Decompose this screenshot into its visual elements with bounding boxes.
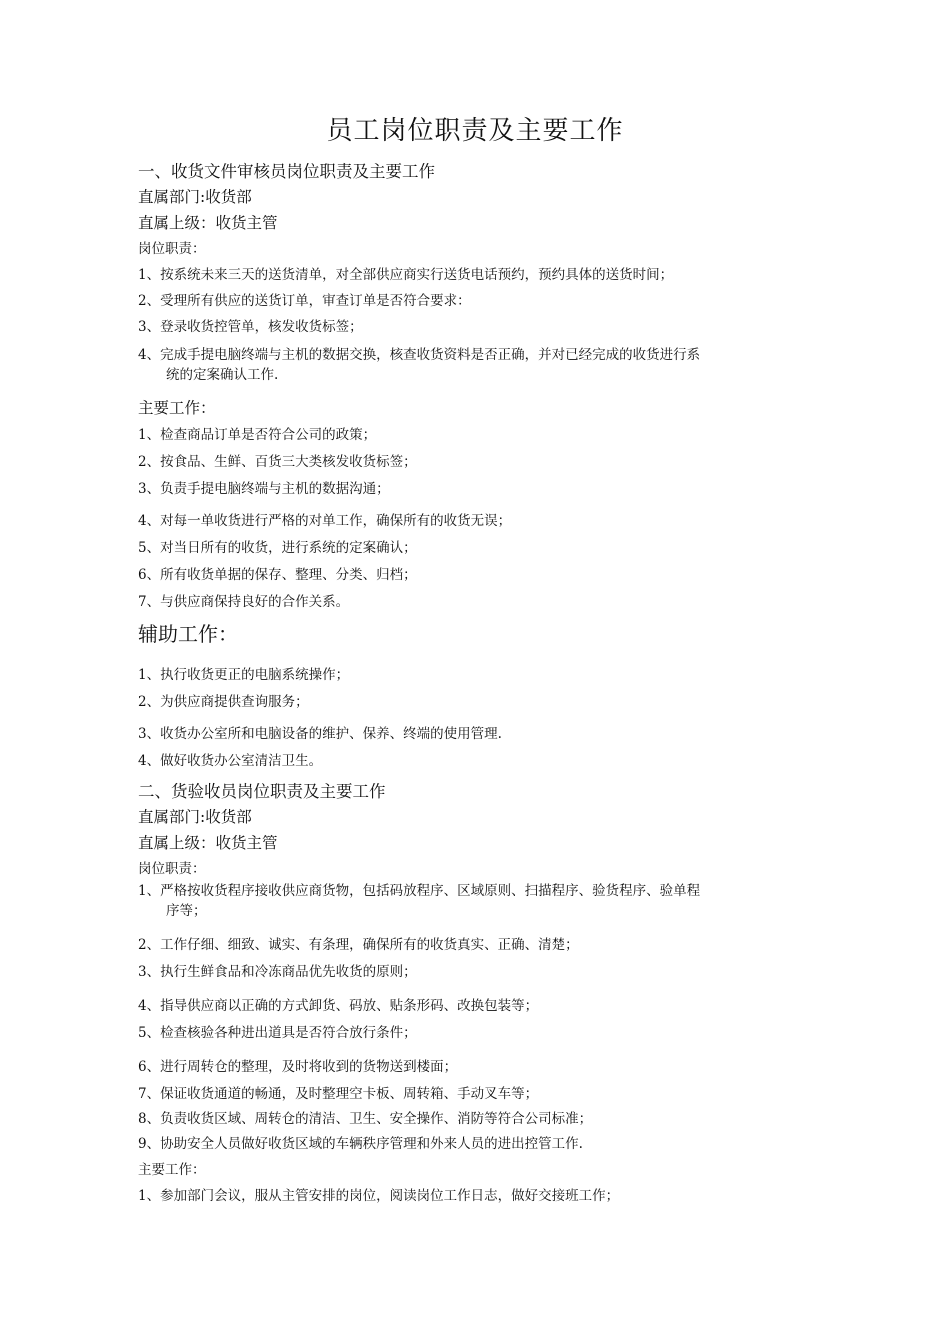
duty-line: 4、完成手提电脑终端与主机的数据交换，核查收货资料是否正确，并对已经完成的收货进行系	[138, 347, 701, 363]
section1-aux-item: 3、收货办公室所和电脑设备的维护、保养、终端的使用管理.	[138, 726, 502, 742]
duty-line-continued: 序等；	[166, 903, 207, 919]
section2-duty-item: 8、负责收货区域、周转仓的清洁、卫生、安全操作、消防等符合公司标准；	[138, 1111, 593, 1127]
section1-main-item: 5、对当日所有的收货，进行系统的定案确认；	[138, 540, 417, 556]
section1-main-label: 主要工作：	[138, 399, 216, 417]
section2-department: 直属部门:收货部	[138, 808, 252, 826]
section1-main-item: 3、负责手提电脑终端与主机的数据沟通；	[138, 481, 390, 497]
section1-duties-label: 岗位职责：	[138, 241, 206, 257]
section2-superior: 直属上级：收货主管	[138, 834, 278, 852]
section1-duty-item	[138, 345, 808, 385]
section2-duty-item: 9、协助安全人员做好收货区域的车辆秩序管理和外来人员的进出控管工作.	[138, 1136, 583, 1152]
section2-duty-item: 3、执行生鲜食品和冷冻商品优先收货的原则；	[138, 964, 417, 980]
section1-aux-item: 1、执行收货更正的电脑系统操作；	[138, 667, 350, 683]
section1-main-item: 4、对每一单收货进行严格的对单工作，确保所有的收货无误；	[138, 513, 512, 529]
section2-main-label: 主要工作：	[138, 1162, 206, 1178]
section2-duties-label: 岗位职责：	[138, 861, 206, 877]
section1-aux-item: 4、做好收货办公室清洁卫生。	[138, 753, 323, 769]
section1-department: 直属部门:收货部	[138, 188, 252, 206]
section2-main-item: 1、参加部门会议，服从主管安排的岗位，阅读岗位工作日志，做好交接班工作；	[138, 1188, 620, 1204]
section1-main-item: 7、与供应商保持良好的合作关系。	[138, 594, 350, 610]
section1-main-item: 1、检查商品订单是否符合公司的政策；	[138, 427, 377, 443]
section1-superior: 直属上级：收货主管	[138, 214, 278, 232]
section1-aux-label: 辅助工作：	[138, 622, 238, 646]
section1-duty-item: 1、按系统未来三天的送货清单，对全部供应商实行送货电话预约，预约具体的送货时间；	[138, 267, 674, 283]
section2-duty-item: 6、进行周转仓的整理，及时将收到的货物送到楼面；	[138, 1059, 458, 1075]
section1-duty-item: 2、受理所有供应的送货订单，审查订单是否符合要求：	[138, 293, 471, 309]
duty-line: 1、严格按收货程序接收供应商货物，包括码放程序、区域原则、扫描程序、验货程序、验单程	[138, 883, 701, 899]
section1-main-item: 2、按食品、生鲜、百货三大类核发收货标签；	[138, 454, 417, 470]
section2-duty-item: 5、检查核验各种进出道具是否符合放行条件；	[138, 1025, 417, 1041]
section1-main-item: 6、所有收货单据的保存、整理、分类、归档；	[138, 567, 417, 583]
section2-duty-item: 7、保证收货通道的畅通，及时整理空卡板、周转箱、手动叉车等；	[138, 1086, 539, 1102]
section2-duty-item: 2、工作仔细、细致、诚实、有条理，确保所有的收货真实、正确、清楚；	[138, 937, 579, 953]
section2-duty-item	[138, 881, 808, 921]
section2-duty-item: 4、指导供应商以正确的方式卸货、码放、贴条形码、改换包装等；	[138, 998, 539, 1014]
section1-heading: 一、收货文件审核员岗位职责及主要工作	[138, 162, 435, 181]
document-title: 员工岗位职责及主要工作	[326, 116, 624, 146]
section2-heading: 二、货验收员岗位职责及主要工作	[138, 782, 386, 801]
section1-duty-item: 3、登录收货控管单，核发收货标签；	[138, 319, 363, 335]
section1-aux-item: 2、为供应商提供查询服务；	[138, 694, 309, 710]
duty-line-continued: 统的定案确认工作.	[166, 367, 279, 383]
